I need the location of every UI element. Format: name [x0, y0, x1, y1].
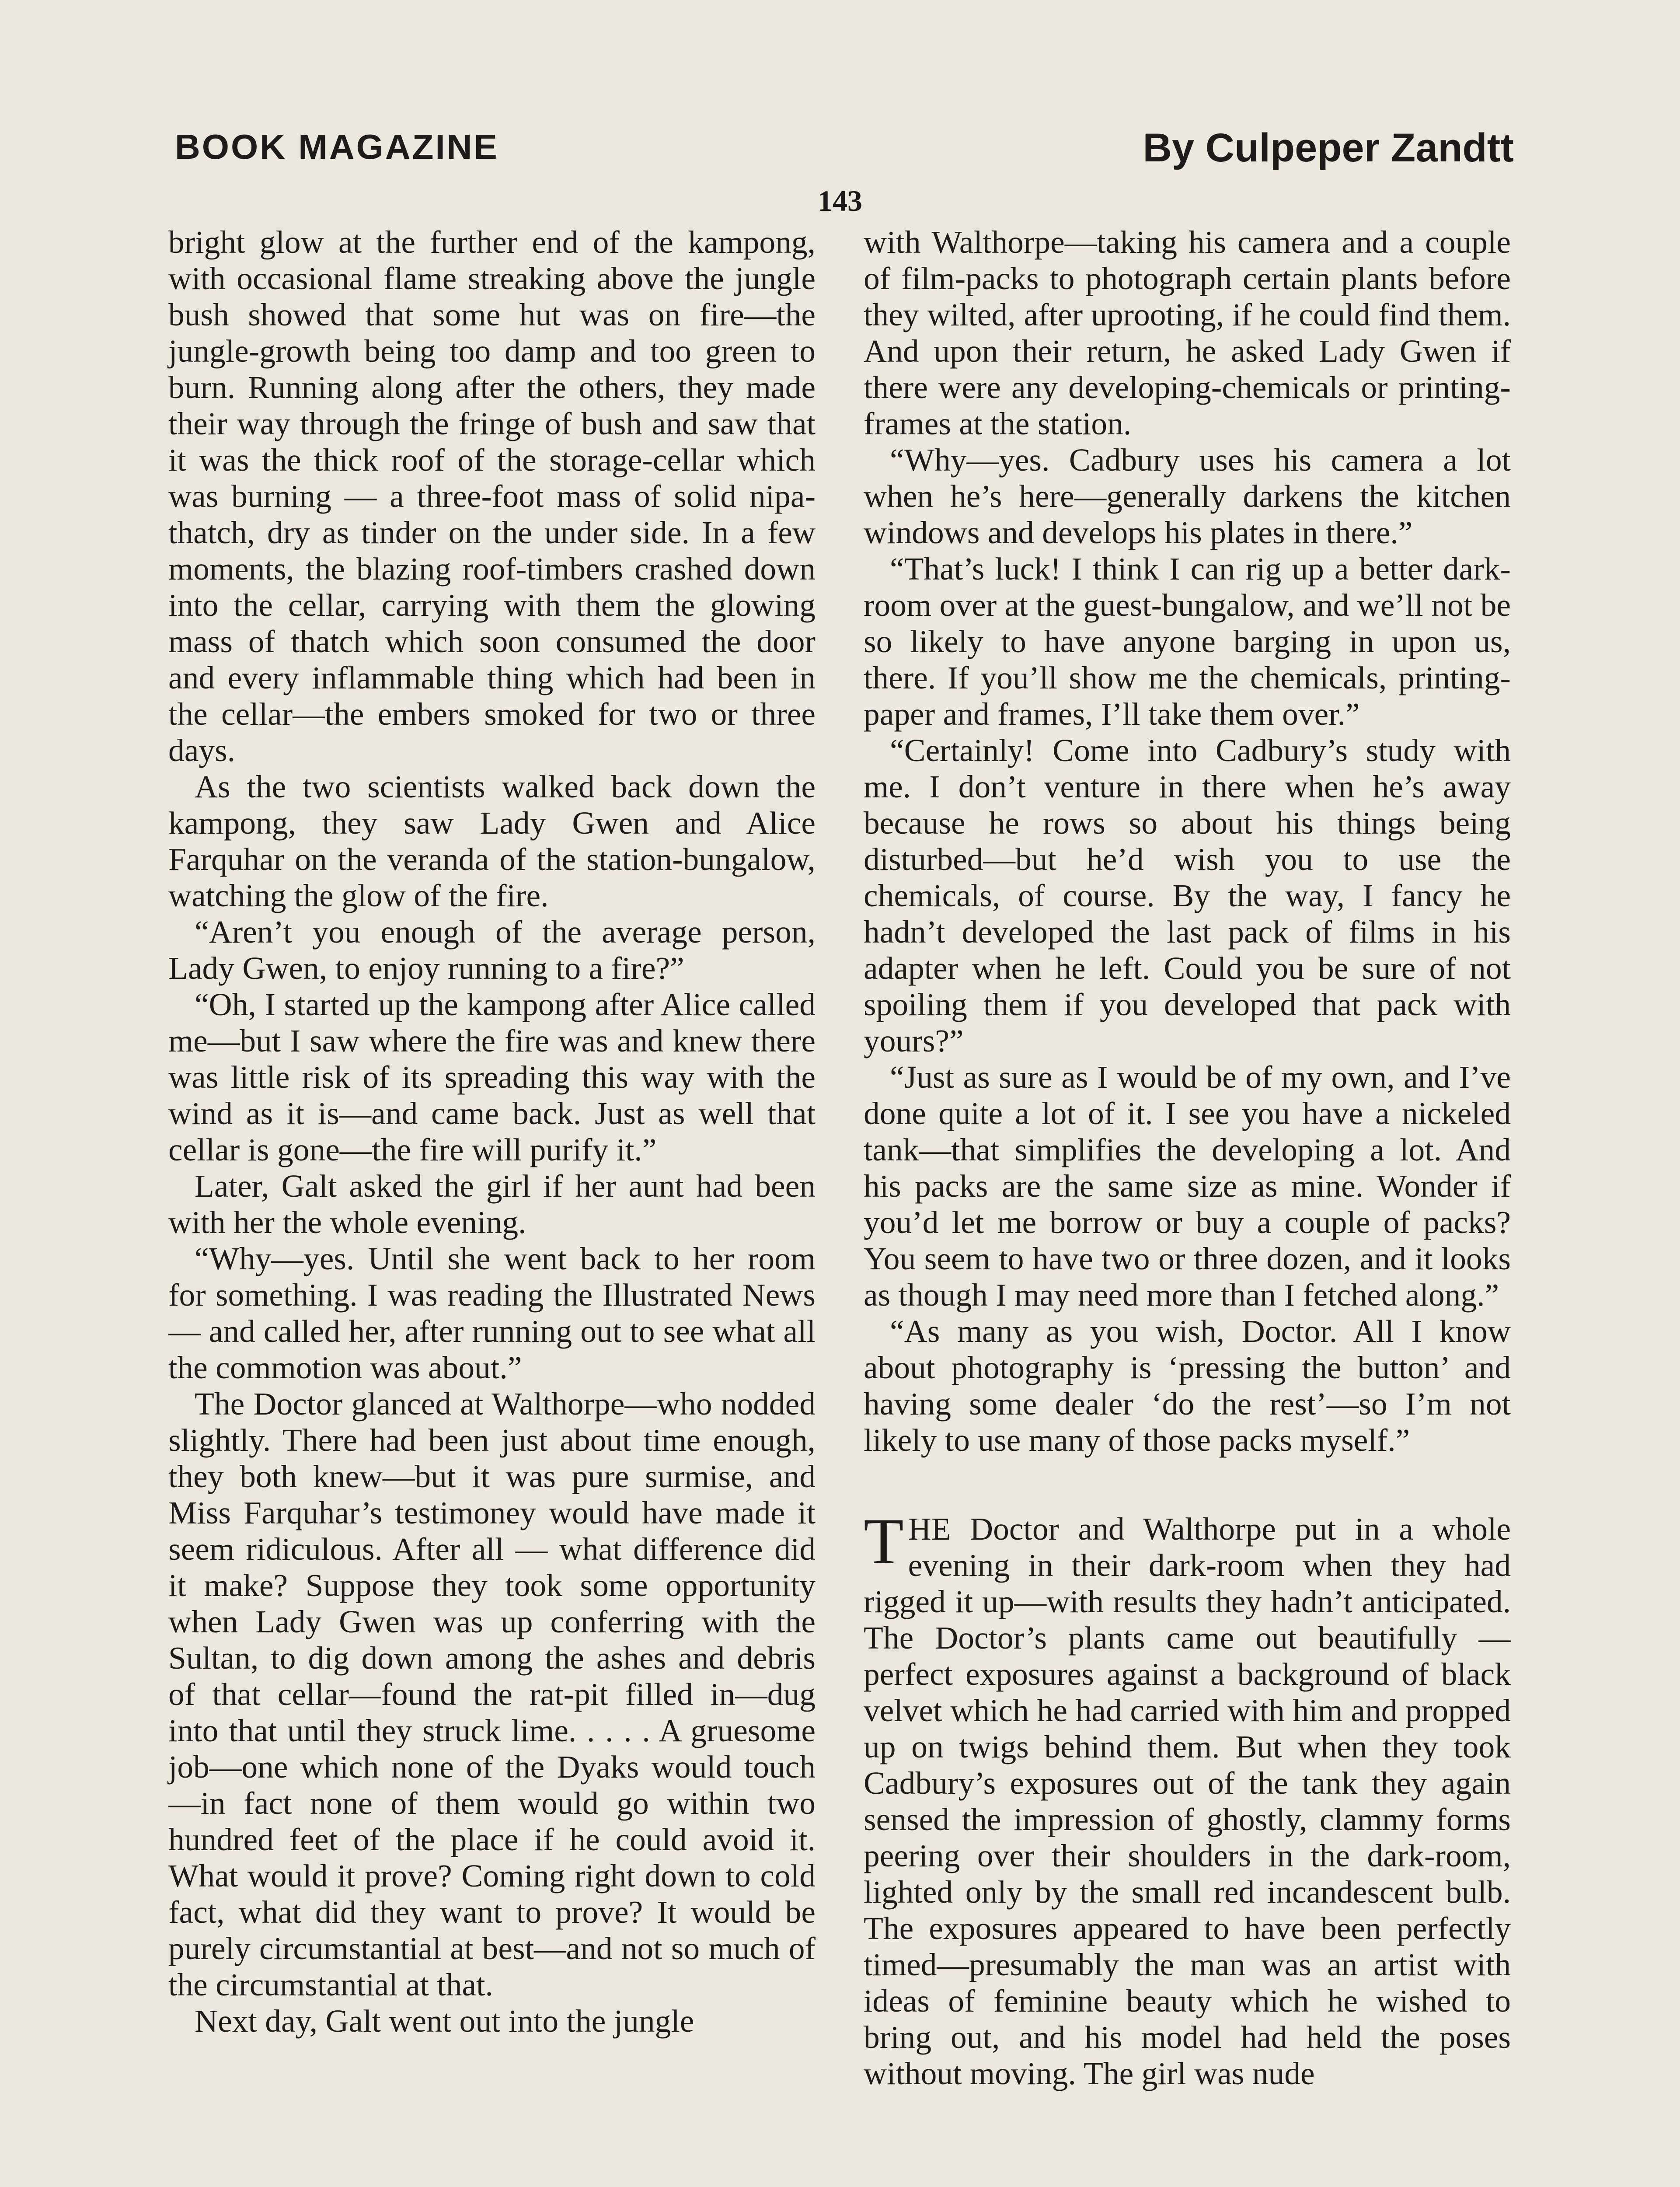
paragraph: As the two scientists walked back down the kampong, they saw Lady Gwen and Alice Farquhar on the veranda of the station-bungalow, watching the glow of the fire. — [168, 769, 816, 913]
paragraph: “Just as sure as I would be of my own, and I’ve done quite a lot of it. I see you have a nickeled tank—that simplifies the developing a lot. And his packs are the same size as mine. Wonder if you’d let me borrow or buy a couple of packs? You seem to have two or three dozen, and it looks as though I may need more than I fetched along.” — [864, 1059, 1511, 1313]
right-column — [864, 224, 1511, 2092]
paragraph: with Walthorpe—taking his camera and a couple of film-packs to photograph certain plants before they wilted, after uprooting, if he could find them. And upon their return, he asked Lady Gwen if there were any developing-chemicals or printing-frames at the station. — [864, 224, 1511, 441]
section-text: HE Doctor and Walthorpe put in a whole evening in their dark-room when they had rigged it up—with results they hadn’t anticipated. The Doctor’s plants came out beautifully — perfect exposures against a background of black velvet which he had carried with him and propped up on twigs behind them. But when they took Cadbury’s exposures out of the tank they again sensed the impression of ghostly, clammy forms peering over their shoulders in the dark-room, lighted only by the small red incandescent bulb. The exposures appeared to have been perfectly timed—presumably the man was an artist with ideas of feminine beauty which he wished to bring out, and his model had held the poses without moving. The girl was nude — [864, 1511, 1511, 2091]
paragraph: “Aren’t you enough of the average person, Lady Gwen, to enjoy running to a fire?” — [168, 914, 816, 986]
paragraph: “Oh, I started up the kampong after Alice called me—but I saw where the fire was and knew there was little risk of its spreading this way with the wind as it is—and came back. Just as well that cellar is gone—the fire will purify it.” — [168, 987, 816, 1167]
paragraph: The Doctor glanced at Walthorpe—who nodded slightly. There had been just about time enough, they both knew—but it was pure surmise, and Miss Farquhar’s testimoney would have made it seem ridiculous. After all — what difference did it make? Suppose they took some opportunity when Lady Gwen was up conferring with the Sultan, to dig down among the ashes and debris of that cellar—found the rat-pit filled in—dug into that until they struck lime. . . . . A gruesome job—one which none of the Dyaks would touch—in fact none of them would go within two hundred feet of the place if he could avoid it. What would it prove? Coming right down to cold fact, what did they want to prove? It would be purely circumstantial at best—and not so much of the circumstantial at that. — [168, 1386, 816, 2002]
author-byline: By Culpeper Zandtt — [1143, 126, 1514, 170]
paragraph: bright glow at the further end of the kampong, with occasional flame streaking above the jungle bush showed that some hut was on fire—the jungle-growth being too damp and too green to burn. Running along after the others, they made their way through the fringe of bush and saw that it was the thick roof of the storage-cellar which was burning — a three-foot mass of solid nipa-thatch, dry as tinder on the under side. In a few moments, the blazing roof-timbers crashed down into the cellar, carrying with them the glowing mass of thatch which soon consumed the door and every inflammable thing which had been in the cellar—the embers smoked for two or three days. — [168, 224, 816, 768]
section-paragraph — [864, 1505, 1511, 2092]
magazine-title: BOOK MAGAZINE — [175, 127, 499, 166]
paragraph: Later, Galt asked the girl if her aunt had been with her the whole evening. — [168, 1168, 816, 1240]
paragraph: “That’s luck! I think I can rig up a better dark-room over at the guest-bungalow, and we’ll not be so likely to have anyone barging in upon us, there. If you’ll show me the chemicals, printing-paper and frames, I’ll take them over.” — [864, 551, 1511, 732]
left-column — [168, 224, 816, 2039]
paragraph: “As many as you wish, Doctor. All I know about photography is ‘pressing the button’ and having some dealer ‘do the rest’—so I’m not likely to use many of those packs myself.” — [864, 1314, 1511, 1458]
page-number: 143 — [818, 184, 862, 217]
paragraph: “Certainly! Come into Cadbury’s study with me. I don’t venture in there when he’s away because he rows so about his things being disturbed—but he’d wish you to use the chemicals, of course. By the way, I fancy he hadn’t developed the last pack of films in his adapter when he left. Could you be sure of not spoiling them if you developed that pack with yours?” — [864, 733, 1511, 1059]
paragraph: “Why—yes. Until she went back to her room for something. I was reading the Illustrated News — and called her, after running out to see what all the commotion was about.” — [168, 1241, 816, 1385]
drop-cap: T — [864, 1505, 904, 1578]
paragraph: Next day, Galt went out into the jungle — [195, 2003, 694, 2039]
paragraph: “Why—yes. Cadbury uses his camera a lot when he’s here—generally darkens the kitchen windows and develops his plates in there.” — [864, 442, 1511, 550]
